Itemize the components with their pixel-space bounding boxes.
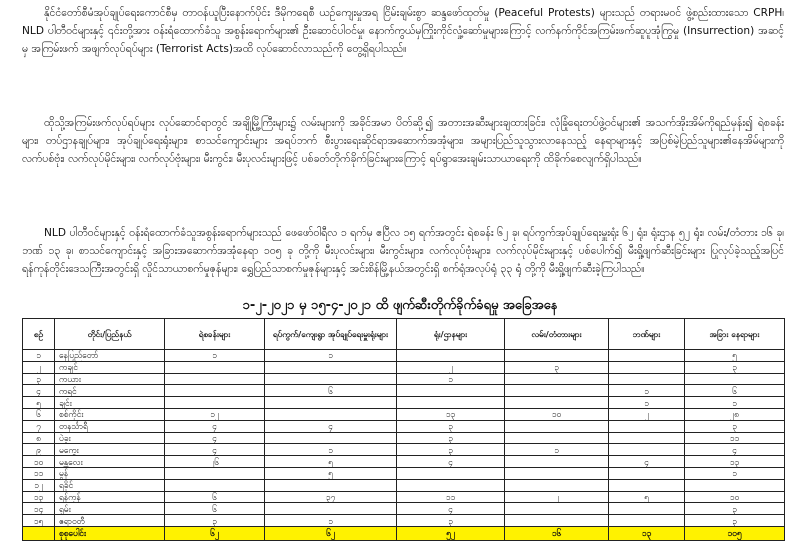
table-title: ၁-၂-၂၀၂၁ မှ ၁၅-၄-၂၀၂၁ ထိ ဖျက်ဆီးတိုက်ခိုက်ခံရမှု အခြေအနေ <box>242 298 558 313</box>
value-cell: ၁ <box>397 373 505 385</box>
region-cell: မွန် <box>55 467 165 479</box>
value-cell <box>505 515 609 527</box>
value-cell: ၁၁ <box>685 432 785 444</box>
value-cell <box>165 385 265 397</box>
total-value-cell <box>23 526 55 540</box>
value-cell: ၁ <box>265 515 397 527</box>
value-cell: ၄ <box>165 420 265 432</box>
value-cell: ၄ <box>685 444 785 456</box>
value-cell <box>265 408 397 420</box>
value-cell <box>265 397 397 409</box>
value-cell <box>165 397 265 409</box>
paragraph: ထိုသို့အကြမ်းဖက်လုပ်ရပ်များ လုပ်ဆောင်ရာတွင် အချို့မြို့ကြီးများ၌ လမ်းများကို အခိုင်အမာ ပိတ်ဆို့၍ အတားအဆီးများချထားခြင်း၊ လုံခြုံရေးတပ်ဖွဲ့ဝင်များ၏ အသက်အိုးအိမ်ကိုရည်မှန်း၍ ရဲစခန်းများ၊ တပ်ဌာနချုပ်များ၊ အုပ်ချုပ်ရေးရုံးများ၊ စာသင်ကျောင်းများ အရပ်ဘက် စီးပွားရေးဆိုင်ရာအဆောက်အအုံများ၊ အများပြည်သူသွားလာနေသည့် နေရာများနှင့် အပြစ်မဲ့ပြည်သူများ၏နေအိမ်များကို လက်ပစ်ဗုံး၊ လက်လုပ်မိုင်းများ၊ လက်လုပ်ဗုံးများ၊ မီးကွင်း၊ မီးပုလင်းများဖြင့် ပစ်ခတ်တိုက်ခိုက်ခြင်းများကြောင့် ရပ်ရွာအေးချမ်းသာယာရေးကို ထိခိုက်စေလျက်ရှိပါသည်။ <box>22 117 784 165</box>
table-row <box>23 397 785 409</box>
value-cell: ၆ <box>165 503 265 515</box>
table-body <box>23 350 785 541</box>
value-cell: ၄ <box>397 456 505 468</box>
value-cell: ၄ <box>397 503 505 515</box>
value-cell <box>505 432 609 444</box>
value-cell: ၄ <box>609 456 685 468</box>
value-cell <box>265 479 397 491</box>
row-number-cell: ၆ <box>23 408 55 420</box>
region-cell: မကွေး <box>55 444 165 456</box>
value-cell: ၄ <box>265 420 397 432</box>
value-cell: ၂ <box>505 491 609 503</box>
value-cell: ၄ <box>165 444 265 456</box>
value-cell <box>609 444 685 456</box>
row-number-cell: ၁၂ <box>23 479 55 491</box>
table-row <box>23 408 785 420</box>
paragraph: NLD ပါတီဝင်များနှင့် ဝန်းရံထောက်ခံသူအစွန်းရောက်များသည် ဖေဖော်ဝါရီလ ၁ ရက်မှ ဧပြီလ ၁၅ ရက်အတွင်း ရဲစခန်း ၆၂ ခု၊ ရပ်ကွက်အုပ်ချုပ်ရေးမှူးရုံး ၆၂ ရုံး၊ ရုံးဌာန ၅၂ ရုံး၊ လမ်း/တံတား ၁၆ ခု၊ ဘဏ် ၁၃ ခု၊ စာသင်ကျောင်းနှင့် အခြားအဆောက်အအုံနေရာ ၁၀၅ ခု တို့ကို မီးပုလင်းများ၊ မီးကွင်းများ၊ လက်လုပ်ဗုံးများ၊ လက်လုပ်မိုင်းများနှင့် ပစ်ပေါက်၍ မီးရှို့ဖျက်ဆီးခြင်းများ ပြုလုပ်ခဲ့သည့်အပြင် ရန်ကုန်တိုင်းဒေသကြီးအတွင်းရှိ လှိုင်သာယာစက်မှုဇုန်များ၊ ရွှေပြည်သာစက်မှုဇုန်များနှင့် အင်းစိန်မြို့နယ်အတွင်းရှိ စက်ရုံအလုပ်ရုံ ၃၃ ရုံ တို့ကို မီးရှို့ဖျက်ဆီးခဲ့ကြပါသည်။ <box>22 227 784 275</box>
value-cell <box>165 479 265 491</box>
column-header: ရုံး/ဌာနများ <box>397 319 505 350</box>
row-number-cell: ၇ <box>23 420 55 432</box>
value-cell <box>505 385 609 397</box>
value-cell: ၃ <box>685 361 785 373</box>
value-cell <box>165 361 265 373</box>
total-value-cell: ၁၆ <box>505 526 609 540</box>
row-number-cell: ၁၅ <box>23 515 55 527</box>
value-cell <box>397 479 505 491</box>
row-number-cell: ၃ <box>23 373 55 385</box>
total-value-cell: ၆၂ <box>265 526 397 540</box>
value-cell: ၁ <box>265 350 397 362</box>
value-cell <box>505 350 609 362</box>
row-number-cell: ၁၃ <box>23 491 55 503</box>
region-cell: ချင်း <box>55 397 165 409</box>
value-cell: ၃ <box>397 444 505 456</box>
value-cell: ၁၀ <box>685 491 785 503</box>
table-header-row <box>23 319 785 350</box>
total-value-cell: ၅၂ <box>397 526 505 540</box>
value-cell: ၆ <box>265 385 397 397</box>
column-header: အခြား နေရာများ <box>685 319 785 350</box>
value-cell: ၃၇ <box>265 491 397 503</box>
value-cell <box>609 515 685 527</box>
value-cell <box>609 420 685 432</box>
table-row <box>23 373 785 385</box>
value-cell <box>505 373 609 385</box>
value-cell <box>397 467 505 479</box>
table-total-row <box>23 526 785 540</box>
value-cell: ၂၆ <box>165 456 265 468</box>
value-cell: ၁၂ <box>165 408 265 420</box>
value-cell: ၁၃ <box>685 456 785 468</box>
region-cell: ပဲခူး <box>55 432 165 444</box>
value-cell: ၂ <box>397 361 505 373</box>
value-cell: ၃ <box>685 515 785 527</box>
value-cell: ၅ <box>265 456 397 468</box>
value-cell <box>397 350 505 362</box>
value-cell: ၅ <box>685 350 785 362</box>
table-row <box>23 420 785 432</box>
row-number-cell: ၁၄ <box>23 503 55 515</box>
row-number-cell: ၄ <box>23 385 55 397</box>
value-cell: ၃ <box>397 420 505 432</box>
value-cell <box>265 503 397 515</box>
value-cell: ၁ <box>685 467 785 479</box>
value-cell <box>685 479 785 491</box>
value-cell: ၁၁ <box>397 491 505 503</box>
total-value-cell: ၁၀၅ <box>685 526 785 540</box>
value-cell <box>505 397 609 409</box>
value-cell <box>609 467 685 479</box>
region-cell: ဧရာဝတီ <box>55 515 165 527</box>
region-cell: ကရင် <box>55 385 165 397</box>
value-cell <box>505 420 609 432</box>
value-cell: ၄ <box>165 432 265 444</box>
value-cell: ၅ <box>609 491 685 503</box>
total-value-cell: ၆၂ <box>165 526 265 540</box>
value-cell: ၂၈ <box>685 408 785 420</box>
region-cell: တနင်္သာရီ <box>55 420 165 432</box>
table-row <box>23 361 785 373</box>
row-number-cell: ၂ <box>23 361 55 373</box>
value-cell: ၃ <box>165 515 265 527</box>
value-cell <box>165 373 265 385</box>
value-cell: ၁ <box>265 444 397 456</box>
region-cell: ကယား <box>55 373 165 385</box>
value-cell <box>505 503 609 515</box>
value-cell: ၂ <box>609 408 685 420</box>
table-row <box>23 479 785 491</box>
region-cell: မန္တလေး <box>55 456 165 468</box>
column-header: ရပ်ကွက်/ကျေးရွာ အုပ်ချုပ်ရေးမှူးရုံးများ <box>265 319 397 350</box>
region-cell: ရခိုင် <box>55 479 165 491</box>
value-cell: ၁ <box>505 444 609 456</box>
value-cell <box>505 467 609 479</box>
value-cell <box>265 361 397 373</box>
value-cell <box>609 373 685 385</box>
total-value-cell: ၁၃ <box>609 526 685 540</box>
row-number-cell: ၁ <box>23 350 55 362</box>
value-cell: ၁ <box>609 397 685 409</box>
table-row <box>23 467 785 479</box>
region-cell: ရန်ကုန် <box>55 491 165 503</box>
value-cell <box>609 503 685 515</box>
row-number-cell: ၁၁ <box>23 467 55 479</box>
table-row <box>23 385 785 397</box>
table-row <box>23 350 785 362</box>
value-cell <box>265 432 397 444</box>
value-cell <box>609 432 685 444</box>
table-row <box>23 491 785 503</box>
value-cell: ၃ <box>685 503 785 515</box>
region-cell: နေပြည်တော် <box>55 350 165 362</box>
value-cell <box>505 456 609 468</box>
value-cell: ၆ <box>165 491 265 503</box>
value-cell: ၃ <box>505 361 609 373</box>
column-header: တိုင်း/ပြည်နယ် <box>55 319 165 350</box>
table-row <box>23 503 785 515</box>
total-label-cell: စုစုပေါင်း <box>55 526 165 540</box>
value-cell: ၅ <box>265 467 397 479</box>
table-row <box>23 432 785 444</box>
value-cell: ၁ <box>165 350 265 362</box>
damage-table <box>22 318 785 541</box>
value-cell: ၁၀ <box>505 408 609 420</box>
table-row <box>23 515 785 527</box>
row-number-cell: ၁၀ <box>23 456 55 468</box>
value-cell <box>397 397 505 409</box>
value-cell <box>609 361 685 373</box>
value-cell: ၃ <box>397 515 505 527</box>
value-cell: ၁ <box>685 397 785 409</box>
value-cell: ၃ <box>685 420 785 432</box>
column-header: ဘဏ်များ <box>609 319 685 350</box>
value-cell: ၃ <box>397 432 505 444</box>
region-cell: ကချင် <box>55 361 165 373</box>
table-row <box>23 444 785 456</box>
value-cell <box>609 350 685 362</box>
region-cell: ရှမ်း <box>55 503 165 515</box>
value-cell: ၁ <box>609 385 685 397</box>
value-cell <box>165 467 265 479</box>
row-number-cell: ၉ <box>23 444 55 456</box>
value-cell <box>265 373 397 385</box>
damage-table-container <box>22 318 784 544</box>
value-cell: ၁၃ <box>397 408 505 420</box>
table-row <box>23 456 785 468</box>
column-header: လမ်း/တံတားများ <box>505 319 609 350</box>
row-number-cell: ၅ <box>23 397 55 409</box>
column-header: စဉ် <box>23 319 55 350</box>
region-cell: စစ်ကိုင်း <box>55 408 165 420</box>
value-cell <box>609 479 685 491</box>
value-cell: ၆ <box>685 385 785 397</box>
paragraph: နိုင်ငံတော်စီမံအုပ်ချုပ်ရေးကောင်စီမှ တာဝန်ယူပြီးနောက်ပိုင်း ဒီမိုကရေစီ ယဉ်ကျေးမှုအရ ငြိမ်းချမ်းစွာ ဆန္ဒဖော်ထုတ်မှု (Peaceful Protests) များသည် တရားမဝင် ဖွဲ့စည်းထားသော CRPH၊ NLD ပါတီဝင်များနှင့် ၎င်းတို့အား ဝန်းရံထောက်ခံသူ အစွန်းရောက်များ၏ ဦးဆောင်ပါဝင်မှု၊ နောက်ကွယ်မှကြိုးကိုင်လှုံ့ဆော်မှုများကြောင့် လက်နက်ကိုင်အကြမ်းဖက်ဆူပူအုံကြွမှု (Insurrection) အဆင့်မှ အကြမ်းဖက် အဖျက်လုပ်ရပ်များ (Terrorist Acts)အထိ လုပ်ဆောင်လာသည်ကို တွေ့ရှိရပါသည်။ <box>22 7 784 55</box>
value-cell <box>685 373 785 385</box>
value-cell <box>505 479 609 491</box>
value-cell <box>397 385 505 397</box>
row-number-cell: ၈ <box>23 432 55 444</box>
column-header: ရဲစခန်းများ <box>165 319 265 350</box>
